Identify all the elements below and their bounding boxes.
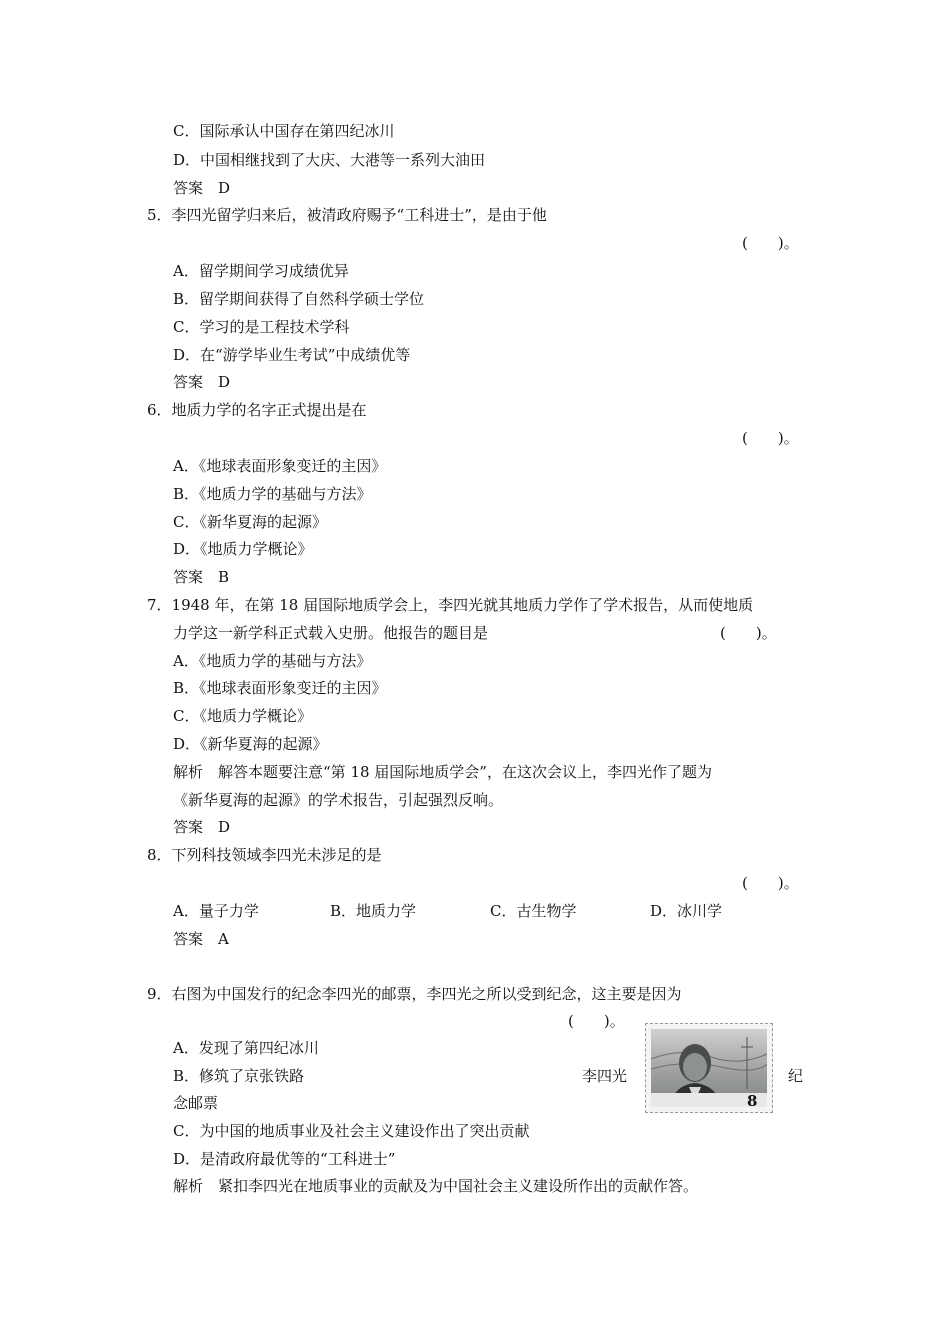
option-a: A．留学期间学习成绩优异: [173, 262, 349, 280]
answer-bracket: ( )。: [568, 1012, 625, 1030]
option-d: D．《地质力学概论》: [173, 540, 313, 558]
option-c: C．古生物学: [490, 902, 577, 920]
option-a: A．量子力学: [173, 902, 259, 920]
answer: 答案 D: [173, 179, 231, 197]
question-8: 8．下列科技领域李四光未涉足的是: [147, 846, 382, 864]
answer: 答案 A: [173, 930, 229, 948]
stamp-denomination: 8: [747, 1092, 758, 1107]
answer: 答案 B: [173, 568, 230, 586]
option-c: C．《地质力学概论》: [173, 707, 312, 725]
question-9: 9．右图为中国发行的纪念李四光的邮票，李四光之所以受到纪念，这主要是因为: [147, 985, 682, 1003]
stamp-caption-continued: 念邮票: [173, 1094, 219, 1112]
option-b: B．《地球表面形象变迁的主因》: [173, 679, 387, 697]
option-d: D．《新华夏海的起源》: [173, 735, 328, 753]
question-6: 6．地质力学的名字正式提出是在: [147, 401, 367, 419]
option-a: A．《地球表面形象变迁的主因》: [173, 457, 387, 475]
option-b: B．地质力学: [330, 902, 417, 920]
answer: 答案 D: [173, 373, 231, 391]
option-a: A．发现了第四纪冰川: [173, 1039, 319, 1057]
question-5: 5．李四光留学归来后，被清政府赐予“工科进士”，是由于他: [147, 206, 547, 224]
stamp-image: [651, 1029, 767, 1107]
question-7-line-2: 力学这一新学科正式载入史册。他报告的题目是: [173, 624, 489, 642]
answer-bracket: ( )。: [742, 429, 799, 447]
explanation: 解析 紧扣李四光在地质事业的贡献及为中国社会主义建设所作出的贡献作答。: [173, 1177, 699, 1195]
option-c: C．《新华夏海的起源》: [173, 513, 327, 531]
option-d: D．冰川学: [650, 902, 723, 920]
option-d: D．在“游学毕业生考试”中成绩优等: [173, 346, 411, 364]
option-c: C．学习的是工程技术学科: [173, 318, 350, 336]
stamp-caption-tail: 纪: [788, 1067, 804, 1085]
option-c: C．为中国的地质事业及社会主义建设作出了突出贡献: [173, 1122, 530, 1140]
answer-bracket: ( )。: [742, 874, 799, 892]
stamp-caption: 李四光: [582, 1067, 628, 1085]
option-d: D．是清政府最优等的“工科进士”: [173, 1150, 396, 1168]
option-d: D．中国相继找到了大庆、大港等一系列大油田: [173, 151, 486, 169]
answer-bracket: ( )。: [720, 624, 777, 642]
li-siguang-portrait-stamp-icon: [645, 1023, 773, 1113]
answer-bracket: ( )。: [742, 234, 799, 252]
answer: 答案 D: [173, 818, 231, 836]
option-b: B．修筑了京张铁路: [173, 1067, 305, 1085]
explanation: 解析 解答本题要注意“第 18 届国际地质学会”，在这次会议上，李四光作了题为: [173, 763, 712, 781]
question-7: 7．1948 年，在第 18 届国际地质学会上，李四光就其地质力学作了学术报告，从而使地质: [147, 596, 754, 614]
option-c: C．国际承认中国存在第四纪冰川: [173, 122, 395, 140]
option-b: B．《地质力学的基础与方法》: [173, 485, 372, 503]
option-b: B．留学期间获得了自然科学硕士学位: [173, 290, 425, 308]
option-a: A．《地质力学的基础与方法》: [173, 652, 372, 670]
explanation-line-2: 《新华夏海的起源》的学术报告，引起强烈反响。: [173, 791, 504, 809]
